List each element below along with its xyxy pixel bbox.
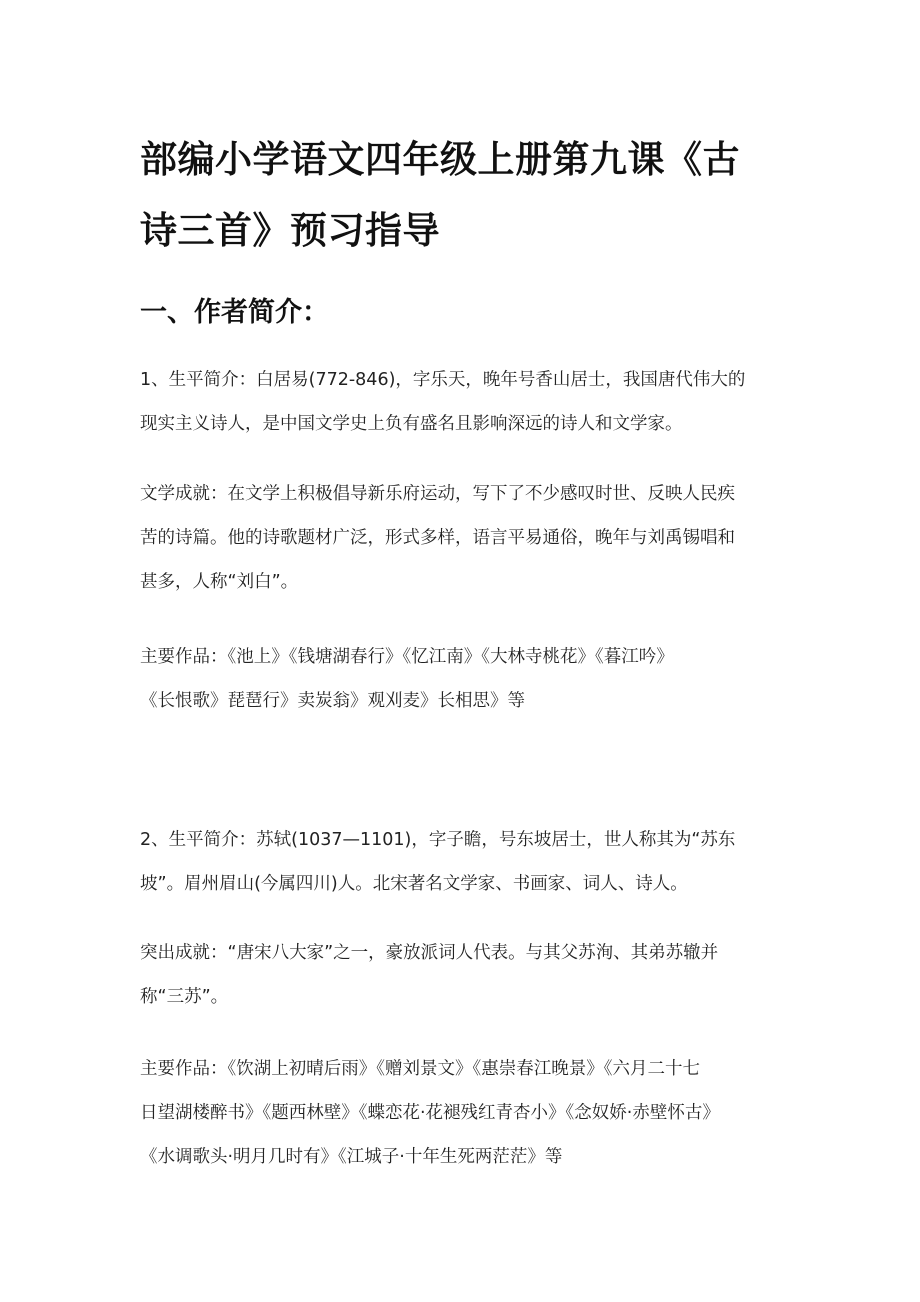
paragraph-line: 2、生平简介：苏轼(1037—1101)，字子瞻，号东坡居士，世人称其为“苏东 <box>140 830 736 850</box>
paragraph-line: 坡”。眉州眉山(今属四川)人。北宋著名文学家、书画家、词人、诗人。 <box>140 874 688 894</box>
title-line-2: 诗三首》预习指导 <box>140 209 440 252</box>
paragraph-bai-juyi-achievement <box>140 472 780 604</box>
paragraph-line: 甚多，人称“刘白”。 <box>140 572 299 592</box>
title-line-1: 部编小学语文四年级上册第九课《古 <box>140 138 740 181</box>
paragraph-line: 1、生平简介：白居易(772-846)，字乐天，晚年号香山居士，我国唐代伟大的 <box>140 370 746 390</box>
paragraph-line: 现实主义诗人，是中国文学史上负有盛名且影响深远的诗人和文学家。 <box>140 414 683 434</box>
paragraph-line: 文学成就：在文学上积极倡导新乐府运动，写下了不少感叹时世、反映人民疾 <box>140 484 735 504</box>
paragraph-line: 《水调歌头·明月几时有》《江城子·十年生死两茫茫》等 <box>140 1147 563 1167</box>
paragraph-line: 日望湖楼醉书》《题西林壁》《蝶恋花·花褪残红青杏小》《念奴娇·赤壁怀古》 <box>140 1103 720 1123</box>
document-title <box>140 124 780 266</box>
paragraph-bai-juyi-bio <box>140 358 780 446</box>
paragraph-line: 称“三苏”。 <box>140 987 229 1007</box>
paragraph-line: 主要作品：《池上》《钱塘湖春行》《忆江南》《大林寺桃花》《暮江吟》 <box>140 647 674 667</box>
paragraph-line: 主要作品：《饮湖上初晴后雨》《赠刘景文》《惠崇春江晚景》《六月二十七 <box>140 1059 700 1079</box>
paragraph-su-shi-works <box>140 1047 780 1179</box>
section-heading-author-intro: 一、作者简介： <box>140 297 329 328</box>
paragraph-su-shi-bio <box>140 818 780 906</box>
paragraph-bai-juyi-works <box>140 635 780 723</box>
paragraph-line: 《长恨歌》琵琶行》卖炭翁》观刈麦》长相思》等 <box>140 691 525 711</box>
paragraph-line: 突出成就：“唐宋八大家”之一，豪放派词人代表。与其父苏洵、其弟苏辙并 <box>140 943 719 963</box>
paragraph-line: 苦的诗篇。他的诗歌题材广泛，形式多样，语言平易通俗，晚年与刘禹锡唱和 <box>140 528 735 548</box>
paragraph-su-shi-achievement <box>140 931 780 1019</box>
